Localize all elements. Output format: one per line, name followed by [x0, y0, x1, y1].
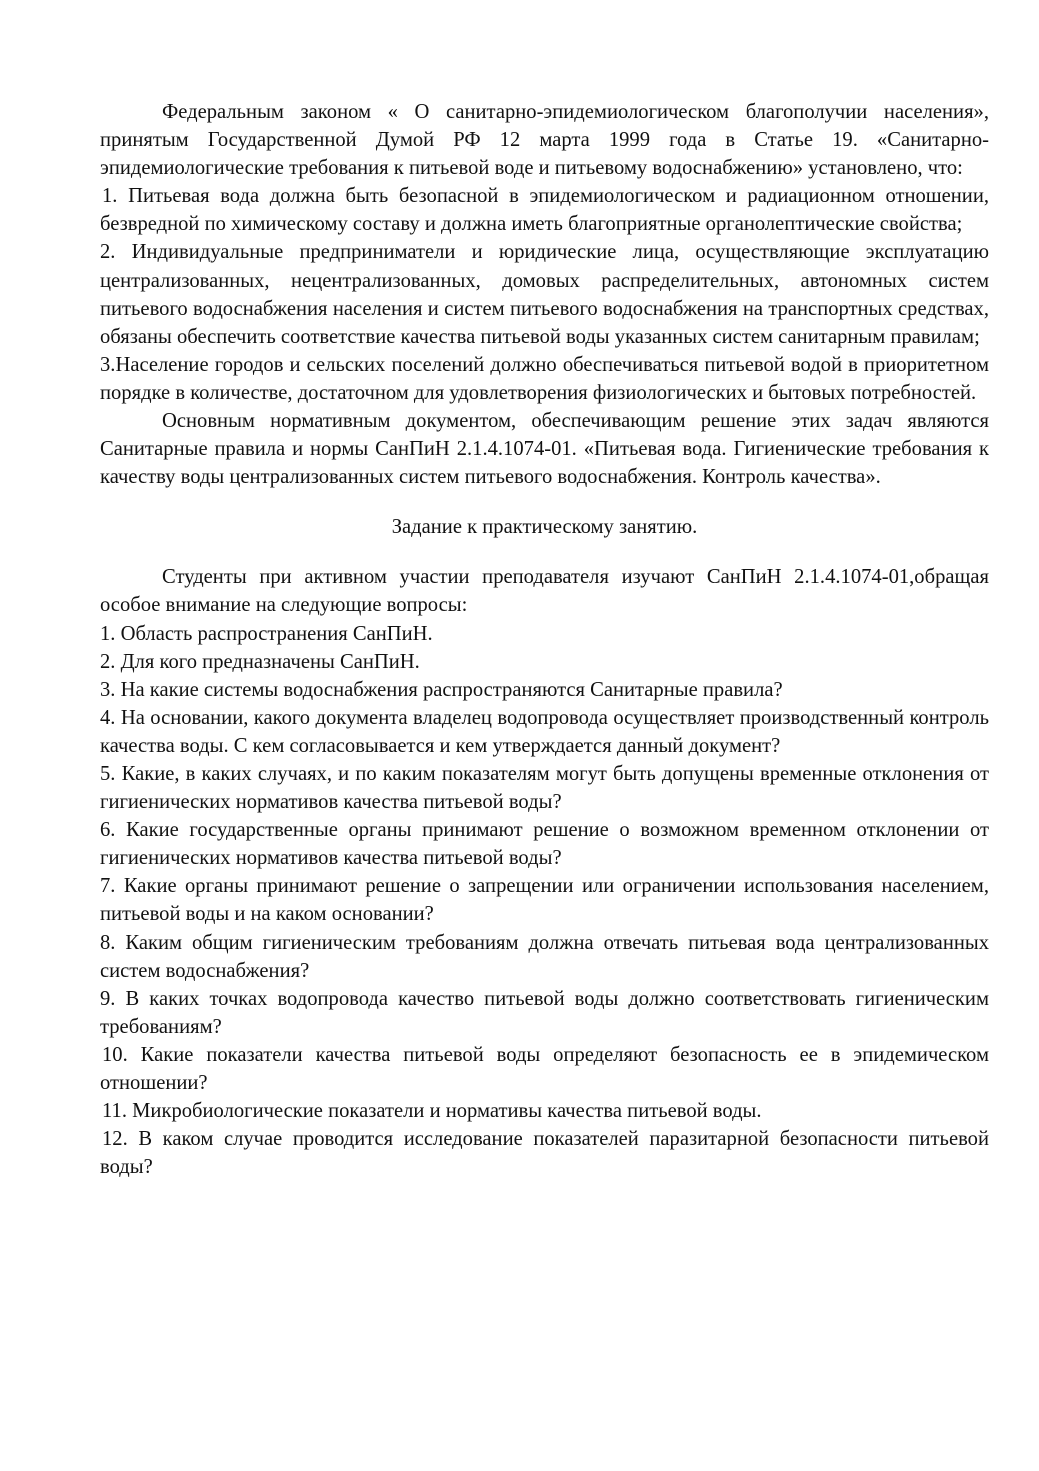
intro-law-paragraph: Федеральным законом « О санитарно-эпидемиологическом благополучии населения», принятым Государственной Думой РФ 12 марта 1999 года в Статье 19. «Санитарно-эпидемиологические требования к питьевой воде и питьевому водоснабжению» установлено, что:: [100, 101, 989, 180]
law-item-3: 3.Население городов и сельских поселений должно обеспечиваться питьевой водой в приоритетном порядке в количестве, достаточном для удовлетворения физиологических и бытовых потребностей.: [100, 353, 989, 404]
question-item-8: 8. Каким общим гигиеническим требованиям должна отвечать питьевая вода централизованных систем водоснабжения?: [100, 931, 989, 982]
question-item-10: 10. Какие показатели качества питьевой воды определяют безопасность ее в эпидемическом отношении?: [100, 1043, 989, 1094]
question-item-12: 12. В каком случае проводится исследование показателей паразитарной безопасности питьевой воды?: [100, 1128, 989, 1179]
question-item-1: 1. Область распространения СанПиН.: [100, 622, 433, 645]
law-item-2: 2. Индивидуальные предприниматели и юридические лица, осуществляющие эксплуатацию централизованных, нецентрализованных, домовых распределительных, автономных систем питьевого водоснабжения населения и систем питьевого водоснабжения на транспортных средствах, обязаны обеспечить соответствие качества питьевой воды указанных систем санитарным правилам;: [100, 241, 989, 348]
question-item-6: 6. Какие государственные органы принимают решение о возможном временном отклонении от гигиенических нормативов качества питьевой воды?: [100, 819, 989, 870]
normative-document-paragraph: Основным нормативным документом, обеспечивающим решение этих задач являются Санитарные правила и нормы СанПиН 2.1.4.1074-01. «Питьевая вода. Гигиенические требования к качеству воды централизованных систем питьевого водоснабжения. Контроль качества».: [100, 410, 989, 489]
question-item-11: 11. Микробиологические показатели и нормативы качества питьевой воды.: [102, 1100, 762, 1123]
question-item-9: 9. В каких точках водопровода качество питьевой воды должно соответствовать гигиеническим требованиям?: [100, 987, 989, 1038]
question-item-4: 4. На основании, какого документа владелец водопровода осуществляет производственный контроль качества воды. С кем согласовывается и кем утверждается данный документ?: [100, 706, 989, 757]
task-intro-paragraph: Студенты при активном участии преподавателя изучают СанПиН 2.1.4.1074-01,обращая особое внимание на следующие вопросы:: [100, 566, 989, 617]
question-item-5: 5. Какие, в каких случаях, и по каким показателям могут быть допущены временные отклонения от гигиенических нормативов качества питьевой воды?: [100, 762, 989, 814]
question-item-3: 3. На какие системы водоснабжения распространяются Санитарные правила?: [100, 678, 783, 701]
task-heading: Задание к практическому занятию.: [391, 516, 698, 539]
question-item-2: 2. Для кого предназначены СанПиН.: [100, 650, 420, 673]
law-item-1: 1. Питьевая вода должна быть безопасной в эпидемиологическом и радиационном отношении, безвредной по химическому составу и должна иметь благоприятные органолептические свойства;: [100, 185, 989, 236]
question-item-7: 7. Какие органы принимают решение о запрещении или ограничении использования населением, питьевой воды и на каком основании?: [100, 875, 989, 926]
